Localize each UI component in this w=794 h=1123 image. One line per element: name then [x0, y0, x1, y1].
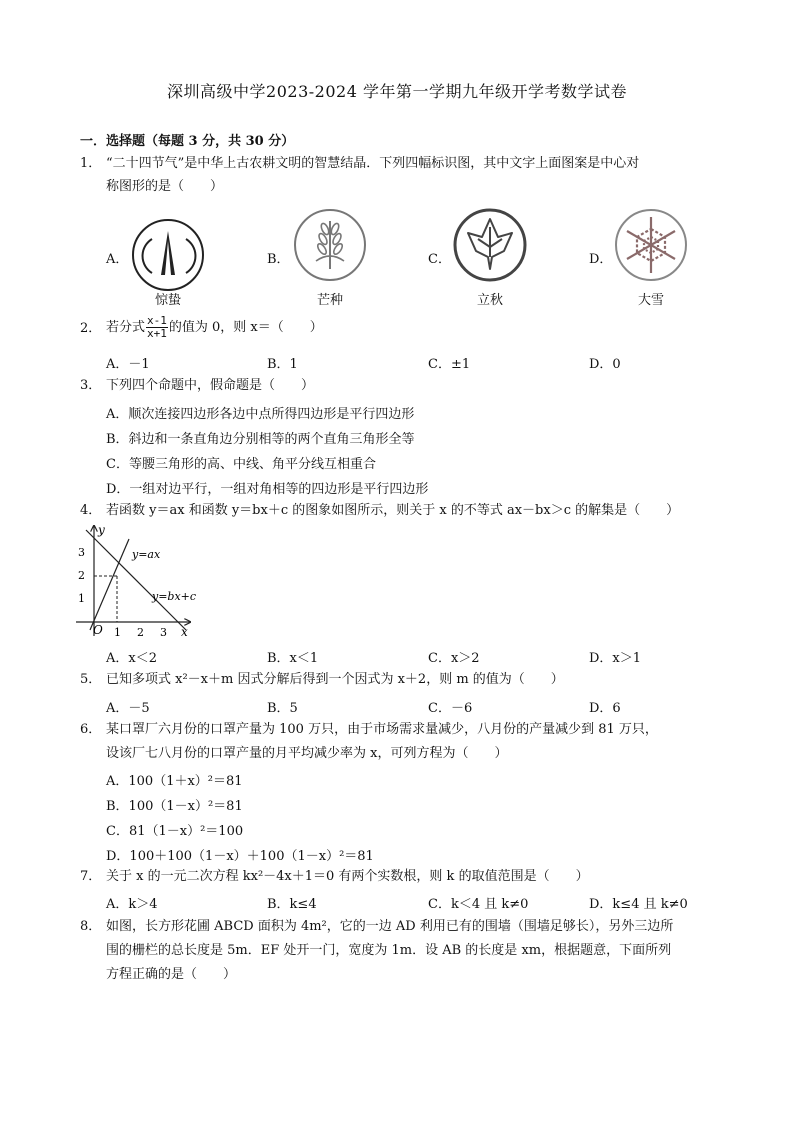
- line-y-ax: [90, 539, 129, 630]
- q7-number: 7．: [80, 869, 102, 884]
- liqiu-icon: [452, 207, 528, 283]
- q2-option-b[interactable]: B．1: [267, 357, 298, 372]
- q2-option-c[interactable]: C．±1: [428, 357, 471, 372]
- q1-number: 1．: [80, 156, 102, 171]
- x-tick-2: 2: [137, 626, 144, 639]
- q8-text-line3: 方程正确的是（ ）: [106, 967, 237, 982]
- page-title: 深圳高级中学2023-2024 学年第一学期九年级开学考数学试卷: [167, 82, 627, 101]
- q6-option-c[interactable]: C．81（1－x）²＝100: [106, 824, 244, 839]
- line1-label: y=ax: [132, 548, 161, 561]
- q4-number: 4．: [80, 503, 102, 518]
- q5-number: 5．: [80, 672, 102, 687]
- x-tick-1: 1: [114, 626, 121, 639]
- q2-number: 2．: [80, 321, 102, 336]
- q8-text-line1: 如图，长方形花圃 ABCD 面积为 4m²，它的一边 AD 利用已有的围墙（围墙足够长），另外三边所: [106, 919, 674, 934]
- line-y-bx-c: [86, 530, 186, 630]
- q8-text-line2: 围的栅栏的总长度是 5m．EF 处开一门，宽度为 1m．设 AB 的长度是 xm，根据题意，下面所列: [106, 943, 672, 958]
- line2-label: y=bx+c: [152, 590, 197, 603]
- q2-fraction-denominator: x+1: [147, 327, 167, 340]
- q1-option-d-label[interactable]: D．: [589, 252, 613, 267]
- q2-option-d[interactable]: D．0: [589, 357, 621, 372]
- q3-number: 3．: [80, 378, 102, 393]
- y-tick-1: 1: [78, 592, 85, 605]
- q6-text-line1: 某口罩厂六月份的口罩产量为 100 万只，由于市场需求量减少，八月份的产量减少到 81 万只，: [106, 722, 658, 737]
- jingzhe-icon: [130, 217, 206, 293]
- x-axis-label: x: [181, 625, 188, 639]
- x-tick-3: 3: [160, 626, 167, 639]
- q2-option-a[interactable]: A．－1: [106, 357, 150, 372]
- q4-text: 若函数 y＝ax 和函数 y＝bx＋c 的图象如图所示，则关于 x 的不等式 ax－bx＞c 的解集是（ ）: [106, 503, 680, 518]
- q4-option-a[interactable]: A．x＜2: [106, 651, 157, 666]
- y-axis-label: y: [98, 523, 105, 537]
- section-heading: 一．选择题（每题 3 分，共 30 分）: [80, 134, 295, 149]
- origin-label: O: [93, 623, 103, 637]
- q3-option-c[interactable]: C．等腰三角形的高、中线、角平分线互相重合: [106, 457, 376, 472]
- q3-option-d[interactable]: D．一组对边平行，一组对角相等的四边形是平行四边形: [106, 482, 429, 497]
- q5-option-b[interactable]: B．5: [267, 701, 298, 716]
- q2-fraction: [146, 315, 168, 340]
- q4-option-c[interactable]: C．x＞2: [428, 651, 480, 666]
- q3-text: 下列四个命题中，假命题是（ ）: [106, 378, 315, 393]
- q6-option-b[interactable]: B．100（1－x）²＝81: [106, 799, 243, 814]
- q5-option-a[interactable]: A．－5: [106, 701, 150, 716]
- q2-text-pre: 若分式: [106, 320, 146, 335]
- q1-option-b-label[interactable]: B．: [267, 252, 290, 267]
- mangzhong-icon: [292, 207, 368, 283]
- q6-text-line2: 设该厂七八月份的口罩产量的月平均减少率为 x，可列方程为（ ）: [106, 746, 508, 761]
- q4-option-d[interactable]: D．x＞1: [589, 651, 642, 666]
- q1-text-line2: 称图形的是（ ）: [106, 179, 224, 194]
- q1-caption-liqiu: 立秋: [476, 293, 503, 308]
- q1-option-a-label[interactable]: A．: [106, 252, 129, 267]
- q6-option-d[interactable]: D．100＋100（1－x）＋100（1－x）²＝81: [106, 849, 374, 864]
- q7-option-a[interactable]: A．k＞4: [106, 897, 158, 912]
- q5-text: 已知多项式 x²－x＋m 因式分解后得到一个因式为 x＋2，则 m 的值为（ ）: [106, 672, 564, 687]
- q7-option-c[interactable]: C．k＜4 且 k≠0: [428, 897, 529, 912]
- q1-text-line1: “二十四节气”是中华上古农耕文明的智慧结晶．下列四幅标识图，其中文字上面图案是中心对: [106, 156, 640, 171]
- q1-caption-jingzhe: 惊蛰: [154, 293, 181, 308]
- q1-option-c-label[interactable]: C．: [428, 252, 451, 267]
- q1-caption-mangzhong: 芒种: [316, 293, 343, 308]
- q7-option-b[interactable]: B．k≤4: [267, 897, 317, 912]
- q7-text: 关于 x 的一元二次方程 kx²－4x＋1＝0 有两个实数根，则 k 的取值范围是（ ）: [106, 869, 589, 884]
- q7-option-d[interactable]: D．k≤4 且 k≠0: [589, 897, 688, 912]
- q3-option-a[interactable]: A．顺次连接四边形各边中点所得四边形是平行四边形: [106, 407, 415, 422]
- q5-option-d[interactable]: D．6: [589, 701, 621, 716]
- q4-function-graph: [72, 522, 198, 640]
- q8-number: 8．: [80, 919, 102, 934]
- daxue-icon: [613, 207, 689, 283]
- q4-option-b[interactable]: B．x＜1: [267, 651, 319, 666]
- q2-text: [106, 313, 323, 343]
- q2-fraction-numerator: x-1: [147, 314, 167, 327]
- q1-caption-daxue: 大雪: [637, 293, 664, 308]
- y-tick-3: 3: [78, 546, 85, 559]
- q3-option-b[interactable]: B．斜边和一条直角边分别相等的两个直角三角形全等: [106, 432, 415, 447]
- q5-option-c[interactable]: C．－6: [428, 701, 473, 716]
- y-tick-2: 2: [78, 569, 85, 582]
- q6-number: 6．: [80, 722, 102, 737]
- q2-text-post: 的值为 0，则 x＝（ ）: [168, 320, 323, 335]
- q6-option-a[interactable]: A．100（1＋x）²＝81: [106, 774, 243, 789]
